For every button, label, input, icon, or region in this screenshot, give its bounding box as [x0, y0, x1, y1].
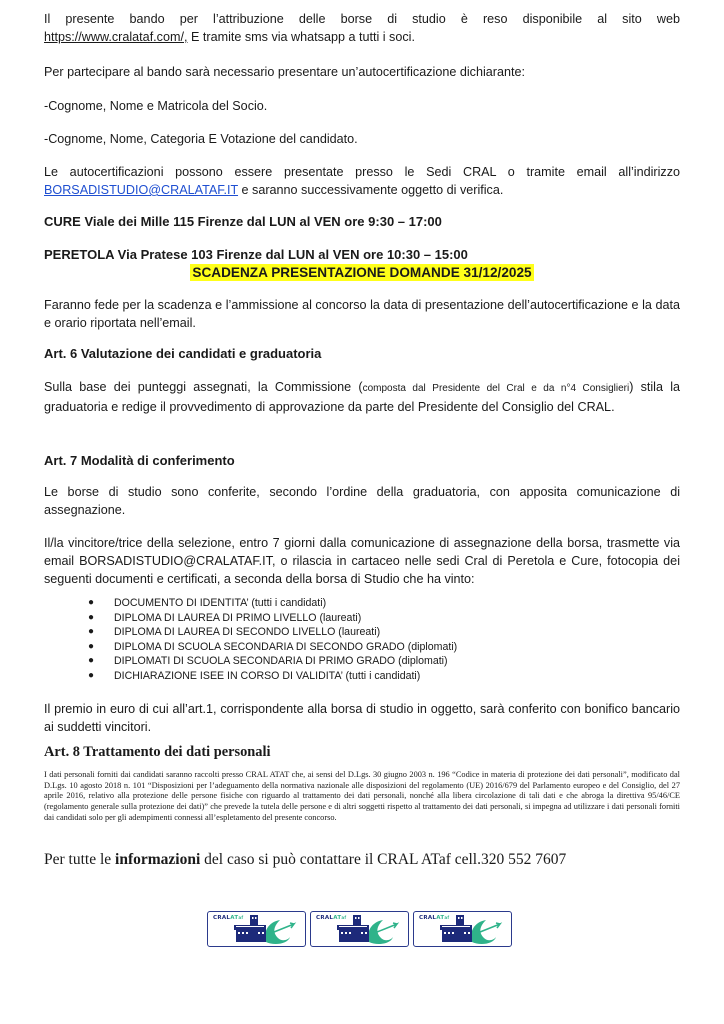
bullet-icon: ● — [88, 669, 95, 681]
documents-list — [88, 596, 588, 684]
office-peretola: PERETOLA Via Pratese 103 Firenze dal LUN al VEN ore 10:30 – 15:00 — [44, 247, 468, 262]
art6-text-before: Sulla base dei punteggi assegnati, la Commissione ( — [44, 380, 363, 394]
prize-paragraph: Il premio in euro di cui all’art.1, corrispondente alla borsa di studio in oggetto, sarà conferito con bonifico bancario ai suddetti vincitori. — [44, 702, 680, 734]
contact-bold: informazioni — [115, 851, 201, 868]
art6-commission-note: composta dal Presidente del Cral e da n°4 Consiglieri — [362, 383, 630, 394]
list-item — [88, 625, 588, 640]
list-item — [88, 611, 588, 626]
art7-paragraph-2: Il/la vincitore/trice della selezione, entro 7 giorni dalla comunicazione di assegnazione della borsa, trasmette via email BORSADISTUDIO@CRALATAF.IT, o rilascia in cartaceo nelle sedi Cral di Peretola e Cure, fotocopia dei seguenti documenti e certificati, a seconda della borsa di Studio che ha vinto: — [44, 536, 680, 586]
intro-paragraph — [44, 10, 680, 46]
bullet-icon: ● — [88, 640, 95, 652]
document-label: DIPLOMA DI LAUREA DI SECONDO LIVELLO (laureati) — [114, 626, 381, 639]
logo-brand: CRALATaf — [213, 915, 244, 921]
list-item — [88, 640, 588, 655]
document-label: DICHIARAZIONE ISEE IN CORSO DI VALIDITA’ (tutti i candidati) — [114, 669, 421, 682]
bullet-icon: ● — [88, 597, 95, 608]
submission-text-after: e saranno successivamente oggetto di verifica. — [238, 183, 504, 197]
participation-intro: Per partecipare al bando sarà necessario presentare un’autocertificazione dichiarante: — [44, 65, 525, 79]
office-cure: CURE Viale dei Mille 115 Firenze dal LUN al VEN ore 9:30 – 17:00 — [44, 214, 442, 229]
privacy-paragraph: I dati personali forniti dai candidati saranno raccolti presso CRAL ATAT che, ai sensi del D.Lgs. 30 giugno 2003 n. 196 “Codice in materia di protezione dei dati personali”, modificato dal D.Lgs. 10 agosto 2018 n. 101 “Disposizioni per l’adeguamento della normativa nazionale alle disposizioni del regolamento (UE) 2016/679 del Parlamento europeo e del Consiglio, del 27 aprile 2016, relativo alla protezione delle persone fisiche con riguardo al trattamento dei dati personali, nonché alla libera circolazione di tali dati e che abroga la direttiva 95/46/CE (regolamento generale sulla protezione dei dati)” che prevede la tutela delle persone e di altri soggetti rispetto al trattamento dei dati personali, si impegna ad utilizzare i dati personali forniti dai candidati solo per gli adempimenti connessi all’espletamento del presente concorso. — [44, 770, 680, 822]
logo-brand: CRALATaf — [419, 915, 450, 921]
art6-text-after: ) stila la graduatoria e redige il provvedimento di approvazione da parte del Presidente del Consiglio del CRAL. — [44, 380, 680, 414]
contact-prefix: Per tutte le — [44, 851, 116, 868]
art8-title: Art. 8 Trattamento dei dati personali — [44, 744, 271, 760]
document-label: DIPLOMATI DI SCUOLA SECONDARIA DI PRIMO GRADO (diplomati) — [114, 655, 448, 668]
list-item — [88, 669, 588, 684]
bullet-icon: ● — [88, 655, 95, 667]
bullet-icon: ● — [88, 626, 95, 638]
palazzo-vecchio-icon — [208, 912, 305, 946]
submission-paragraph — [44, 163, 680, 199]
deadline-banner — [0, 264, 724, 282]
website-link[interactable]: https://www.cralataf.com/, — [44, 30, 188, 44]
art6-paragraph — [44, 378, 680, 416]
list-item — [88, 654, 588, 669]
art7-title: Art. 7 Modalità di conferimento — [44, 453, 235, 468]
document-label: DIPLOMA DI LAUREA DI PRIMO LIVELLO (laureati) — [114, 611, 362, 624]
document-label: DIPLOMA DI SCUOLA SECONDARIA DI SECONDO GRADO (diplomati) — [114, 640, 458, 653]
contact-suffix: del caso si può contattare il CRAL ATaf cell.320 552 7607 — [200, 851, 567, 868]
art6-title: Art. 6 Valutazione dei candidati e graduatoria — [44, 346, 322, 361]
logo-row — [207, 911, 512, 947]
palazzo-vecchio-icon — [311, 912, 408, 946]
intro-text: Il presente bando per l’attribuzione delle borse di studio è reso disponibile al sito web — [44, 12, 680, 26]
participation-item-candidato: -Cognome, Nome, Categoria E Votazione del candidato. — [44, 132, 358, 146]
palazzo-vecchio-icon — [414, 912, 511, 946]
cral-ataf-logo — [310, 911, 409, 947]
participation-item-socio: -Cognome, Nome e Matricola del Socio. — [44, 99, 268, 113]
submission-text: Le autocertificazioni possono essere presentate presso le Sedi CRAL o tramite email all’indirizzo — [44, 165, 680, 179]
document-label: DOCUMENTO DI IDENTITA’ (tutti i candidati) — [114, 597, 327, 609]
list-item — [88, 596, 588, 611]
bullet-icon: ● — [88, 611, 95, 623]
logo-brand: CRALATaf — [316, 915, 347, 921]
cral-ataf-logo — [207, 911, 306, 947]
cral-ataf-logo — [413, 911, 512, 947]
art7-paragraph-1: Le borse di studio sono conferite, secondo l’ordine della graduatoria, con apposita comunicazione di assegnazione. — [44, 485, 680, 517]
contact-line — [44, 851, 566, 869]
email-link[interactable]: BORSADISTUDIO@CRALATAF.IT — [44, 183, 239, 197]
intro-text-after: E tramite sms via whatsapp a tutti i soci. — [187, 30, 415, 44]
deadline-label: SCADENZA PRESENTAZIONE DOMANDE 31/12/2025 — [192, 265, 532, 280]
deadline-note: Faranno fede per la scadenza e l’ammissione al concorso la data di presentazione dell’autocertificazione e la data e orario riportata nell’email. — [44, 298, 680, 330]
